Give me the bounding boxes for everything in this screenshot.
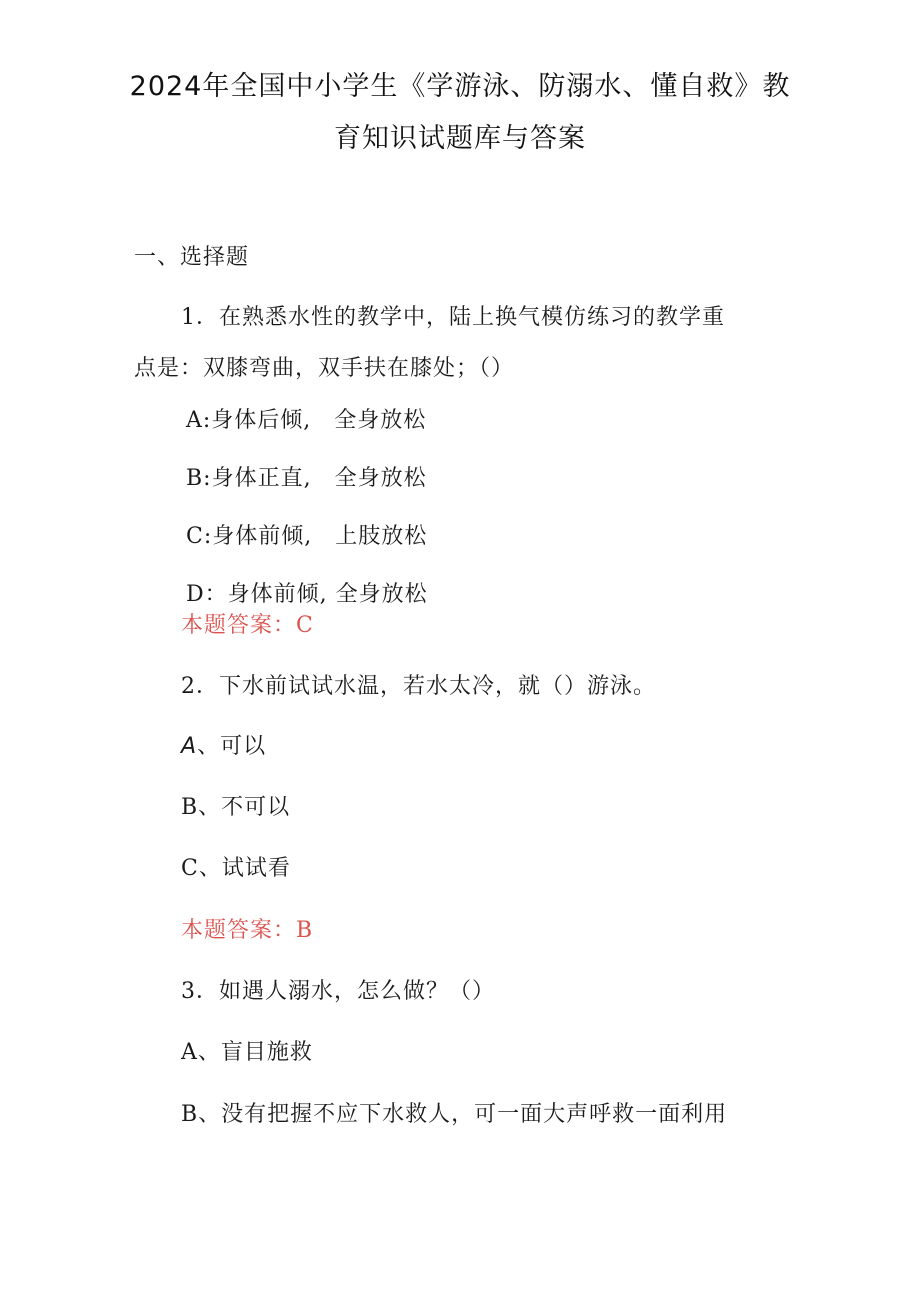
question-2-option-b: B、不可以	[181, 795, 291, 820]
question-3-stem: 3．如遇人溺水，怎么做？（）	[181, 979, 495, 1004]
question-2-option-a	[181, 729, 266, 760]
question-1-answer: 本题答案：C	[181, 613, 314, 638]
question-1-option-b: B:身体正直, 全身放松	[186, 466, 427, 491]
question-1-stem-line-2: 点是：双膝弯曲，双手扶在膝处；（）	[134, 356, 515, 381]
question-1-option-c: C:身体前倾, 上肢放松	[186, 524, 428, 549]
question-1-option-d: D：身体前倾, 全身放松	[186, 582, 428, 607]
question-1-option-a: A:身体后倾, 全身放松	[186, 408, 427, 433]
document-title-line-2: 育知识试题库与答案	[334, 123, 586, 154]
document-title-line-1: 2024年全国中小学生《学游泳、防溺水、懂自救》教	[129, 71, 791, 102]
question-2-option-c: C、试试看	[181, 856, 291, 881]
question-2-option-a-letter: A	[181, 734, 198, 759]
question-2-answer: 本题答案：B	[181, 918, 314, 943]
question-2-option-a-text: 、可以	[197, 734, 267, 759]
question-3-option-a: A、盲目施救	[181, 1040, 313, 1065]
question-1-stem-line-1: 1．在熟悉水性的教学中，陆上换气模仿练习的教学重	[181, 305, 725, 330]
question-2-stem: 2．下水前试试水温，若水太冷，就（）游泳。	[181, 674, 656, 699]
section-heading: 一、选择题	[134, 245, 250, 270]
question-3-option-b: B、没有把握不应下水救人，可一面大声呼救一面利用	[181, 1102, 728, 1127]
